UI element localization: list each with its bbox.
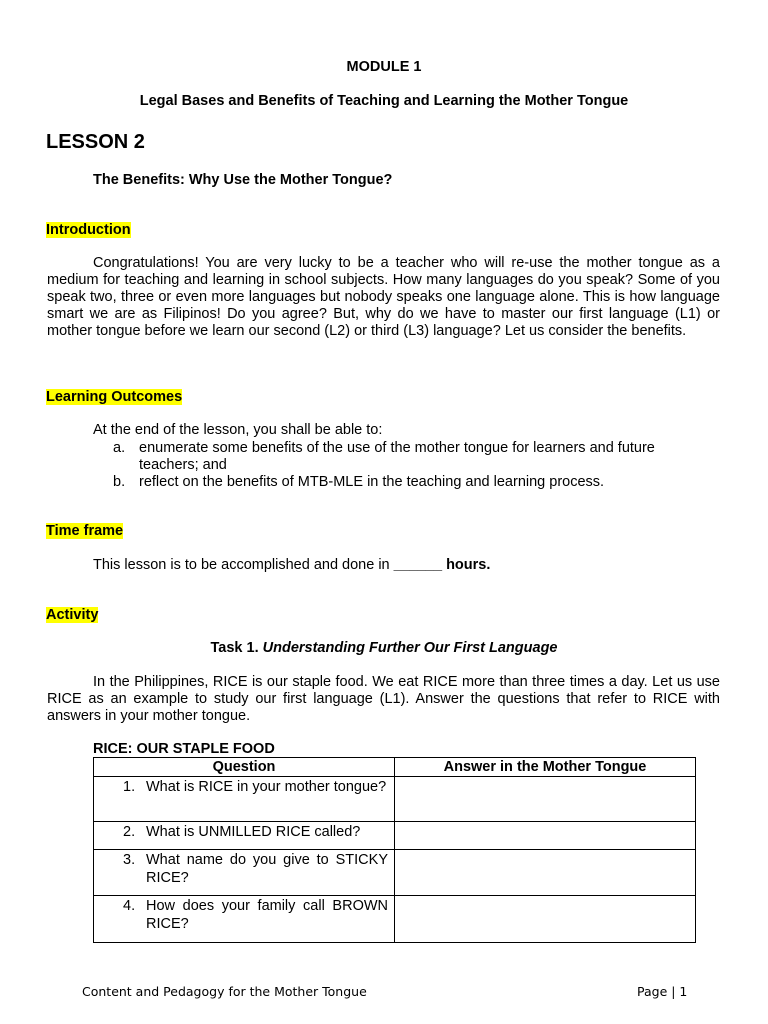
table-header-row xyxy=(94,758,696,777)
task-label: Task 1. xyxy=(210,640,259,656)
question-number: 2. xyxy=(123,824,136,840)
introduction-paragraph xyxy=(47,255,720,340)
question-cell xyxy=(94,850,395,896)
question-text: How does your family call BROWN RICE? xyxy=(146,898,388,932)
introduction-body: Congratulations! You are very lucky to be a teacher who will re-use the mother tongue as a medium for teaching and learning in school subjects. How many languages do you speak? Some of you speak two, three or even more languages but nobody speaks one language alone. This is how language smart we are as Filipinos! Do you agree? But, why do we have to master our first language (L1) or mother tongue before we learn our second (L2) or third (L3) language? Let us consider the benefits. xyxy=(47,255,720,339)
answer-cell[interactable] xyxy=(395,822,696,850)
list-item xyxy=(113,440,713,474)
answer-cell[interactable] xyxy=(395,777,696,822)
answer-cell[interactable] xyxy=(395,850,696,896)
lesson-title: The Benefits: Why Use the Mother Tongue? xyxy=(93,172,393,188)
question-text: What is UNMILLED RICE called? xyxy=(146,824,361,840)
question-cell xyxy=(94,777,395,822)
table-title: RICE: OUR STAPLE FOOD xyxy=(93,741,275,757)
activity-heading: Activity xyxy=(46,607,99,623)
question-number: 4. xyxy=(123,898,136,914)
table-row xyxy=(94,777,696,822)
question-cell xyxy=(94,822,395,850)
time-frame-heading: Time frame xyxy=(46,523,124,539)
time-frame-sentence xyxy=(93,557,490,573)
task-heading xyxy=(0,640,768,656)
task-title: Understanding Further Our First Language xyxy=(262,640,558,656)
question-number: 3. xyxy=(123,852,136,868)
table-row xyxy=(94,850,696,896)
question-text: What is RICE in your mother tongue? xyxy=(146,779,387,795)
time-frame-blank[interactable]: ______ xyxy=(393,557,443,573)
question-number: 1. xyxy=(123,779,136,795)
activity-body: In the Philippines, RICE is our staple food. We eat RICE more than three times a day. Let us use RICE as an example to study our first language (L1). Answer the questions that refer to RICE with answers in your mother tongue. xyxy=(47,674,720,724)
answer-column-header: Answer in the Mother Tongue xyxy=(395,758,696,777)
table-row xyxy=(94,822,696,850)
introduction-heading: Introduction xyxy=(46,222,131,238)
list-item-text: reflect on the benefits of MTB-MLE in the teaching and learning process. xyxy=(139,474,605,490)
list-marker: a. xyxy=(113,440,126,456)
learning-outcomes-list xyxy=(113,440,713,491)
list-marker: b. xyxy=(113,474,126,490)
list-item-text: enumerate some benefits of the use of the mother tongue for learners and future teachers; and xyxy=(139,440,655,473)
activity-paragraph xyxy=(47,674,720,725)
question-column-header: Question xyxy=(94,758,395,777)
footer-page-number: Page | 1 xyxy=(637,984,688,999)
time-frame-unit: hours. xyxy=(446,557,491,573)
module-title: Legal Bases and Benefits of Teaching and Learning the Mother Tongue xyxy=(139,93,629,109)
list-item xyxy=(113,474,713,491)
rice-table xyxy=(93,757,696,943)
question-cell xyxy=(94,896,395,943)
lesson-label: LESSON 2 xyxy=(46,131,145,153)
time-frame-text: This lesson is to be accomplished and done in xyxy=(93,557,390,573)
learning-outcomes-intro: At the end of the lesson, you shall be able to: xyxy=(93,422,383,438)
table-row xyxy=(94,896,696,943)
question-text: What name do you give to STICKY RICE? xyxy=(146,852,388,886)
learning-outcomes-heading: Learning Outcomes xyxy=(46,389,183,405)
answer-cell[interactable] xyxy=(395,896,696,943)
module-label: MODULE 1 xyxy=(346,59,422,75)
footer-left: Content and Pedagogy for the Mother Tongue xyxy=(82,984,367,999)
